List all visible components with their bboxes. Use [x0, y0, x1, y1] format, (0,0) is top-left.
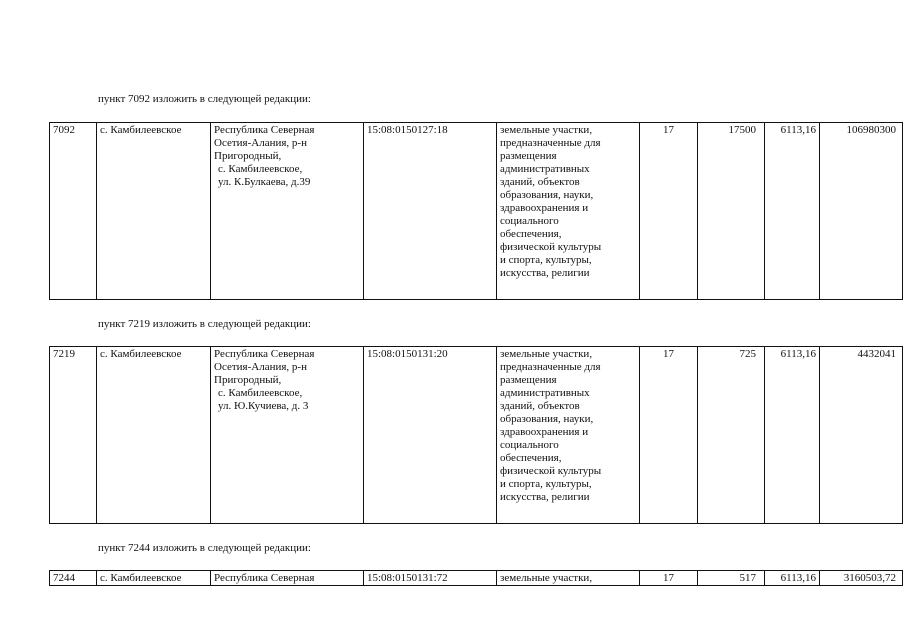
- usage-line: социального: [500, 439, 559, 451]
- section-heading: пункт 7244 изложить в следующей редакции:: [98, 542, 311, 554]
- entry-table: [49, 570, 903, 586]
- entry-group: 17: [640, 347, 698, 524]
- section-heading: пункт 7219 изложить в следующей редакции:: [98, 318, 311, 330]
- address-line: с. Камбилеевское,: [218, 163, 303, 175]
- address-line: ул. Ю.Кучиева, д. 3: [218, 400, 309, 412]
- entry-table: [49, 346, 903, 524]
- entry-address: [211, 571, 364, 586]
- entry-village: с. Камбилеевское: [97, 123, 211, 300]
- entry-usage: [497, 347, 640, 524]
- entry-rate: 6113,16: [765, 123, 820, 300]
- entry-rate: 6113,16: [765, 571, 820, 586]
- table-row: [50, 347, 903, 524]
- entry-number: 7092: [50, 123, 97, 300]
- usage-line: и спорта, культуры,: [500, 254, 592, 266]
- entry-cadastral-value: 3160503,72: [820, 571, 903, 586]
- address-line: Осетия-Алания, р-н: [214, 137, 307, 149]
- usage-line: социального: [500, 215, 559, 227]
- entry-group: 17: [640, 571, 698, 586]
- usage-line: предназначенные для: [500, 361, 601, 373]
- entry-table: [49, 122, 903, 300]
- address-line: Пригородный,: [214, 150, 282, 162]
- entry-group: 17: [640, 123, 698, 300]
- address-line: с. Камбилеевское,: [218, 387, 303, 399]
- entry-usage: [497, 571, 640, 586]
- usage-line: земельные участки,: [500, 572, 593, 584]
- entry-usage: [497, 123, 640, 300]
- entry-rate: 6113,16: [765, 347, 820, 524]
- entry-area: 725: [698, 347, 765, 524]
- usage-line: образования, науки,: [500, 413, 594, 425]
- usage-line: размещения: [500, 150, 557, 162]
- address-line: Осетия-Алания, р-н: [214, 361, 307, 373]
- entry-address: [211, 347, 364, 524]
- address-line: Пригородный,: [214, 374, 282, 386]
- entry-cadastral-value: 4432041: [820, 347, 903, 524]
- section-heading: пункт 7092 изложить в следующей редакции:: [98, 93, 311, 105]
- usage-line: искусства, религии: [500, 267, 590, 279]
- entry-area: 517: [698, 571, 765, 586]
- usage-line: искусства, религии: [500, 491, 590, 503]
- table-row: [50, 571, 903, 586]
- usage-line: земельные участки,: [500, 348, 593, 360]
- usage-line: зданий, объектов: [500, 176, 580, 188]
- usage-line: здравоохранения и: [500, 426, 589, 438]
- usage-line: здравоохранения и: [500, 202, 589, 214]
- entry-village: с. Камбилеевское: [97, 347, 211, 524]
- entry-area: 17500: [698, 123, 765, 300]
- usage-line: физической культуры: [500, 241, 602, 253]
- usage-line: физической культуры: [500, 465, 602, 477]
- entry-cadastral-number: 15:08:0150131:20: [364, 347, 497, 524]
- usage-line: обеспечения,: [500, 228, 562, 240]
- entry-address: [211, 123, 364, 300]
- address-line: Республика Северная: [214, 572, 315, 584]
- table-row: [50, 123, 903, 300]
- usage-line: предназначенные для: [500, 137, 601, 149]
- address-line: Республика Северная: [214, 348, 315, 360]
- usage-line: размещения: [500, 374, 557, 386]
- entry-cadastral-number: 15:08:0150127:18: [364, 123, 497, 300]
- entry-number: 7244: [50, 571, 97, 586]
- usage-line: образования, науки,: [500, 189, 594, 201]
- entry-cadastral-number: 15:08:0150131:72: [364, 571, 497, 586]
- usage-line: административных: [500, 387, 590, 399]
- usage-line: зданий, объектов: [500, 400, 580, 412]
- entry-number: 7219: [50, 347, 97, 524]
- usage-line: и спорта, культуры,: [500, 478, 592, 490]
- usage-line: административных: [500, 163, 590, 175]
- usage-line: обеспечения,: [500, 452, 562, 464]
- entry-village: с. Камбилеевское: [97, 571, 211, 586]
- address-line: Республика Северная: [214, 124, 315, 136]
- entry-cadastral-value: 106980300: [820, 123, 903, 300]
- usage-line: земельные участки,: [500, 124, 593, 136]
- address-line: ул. К.Булкаева, д.39: [218, 176, 311, 188]
